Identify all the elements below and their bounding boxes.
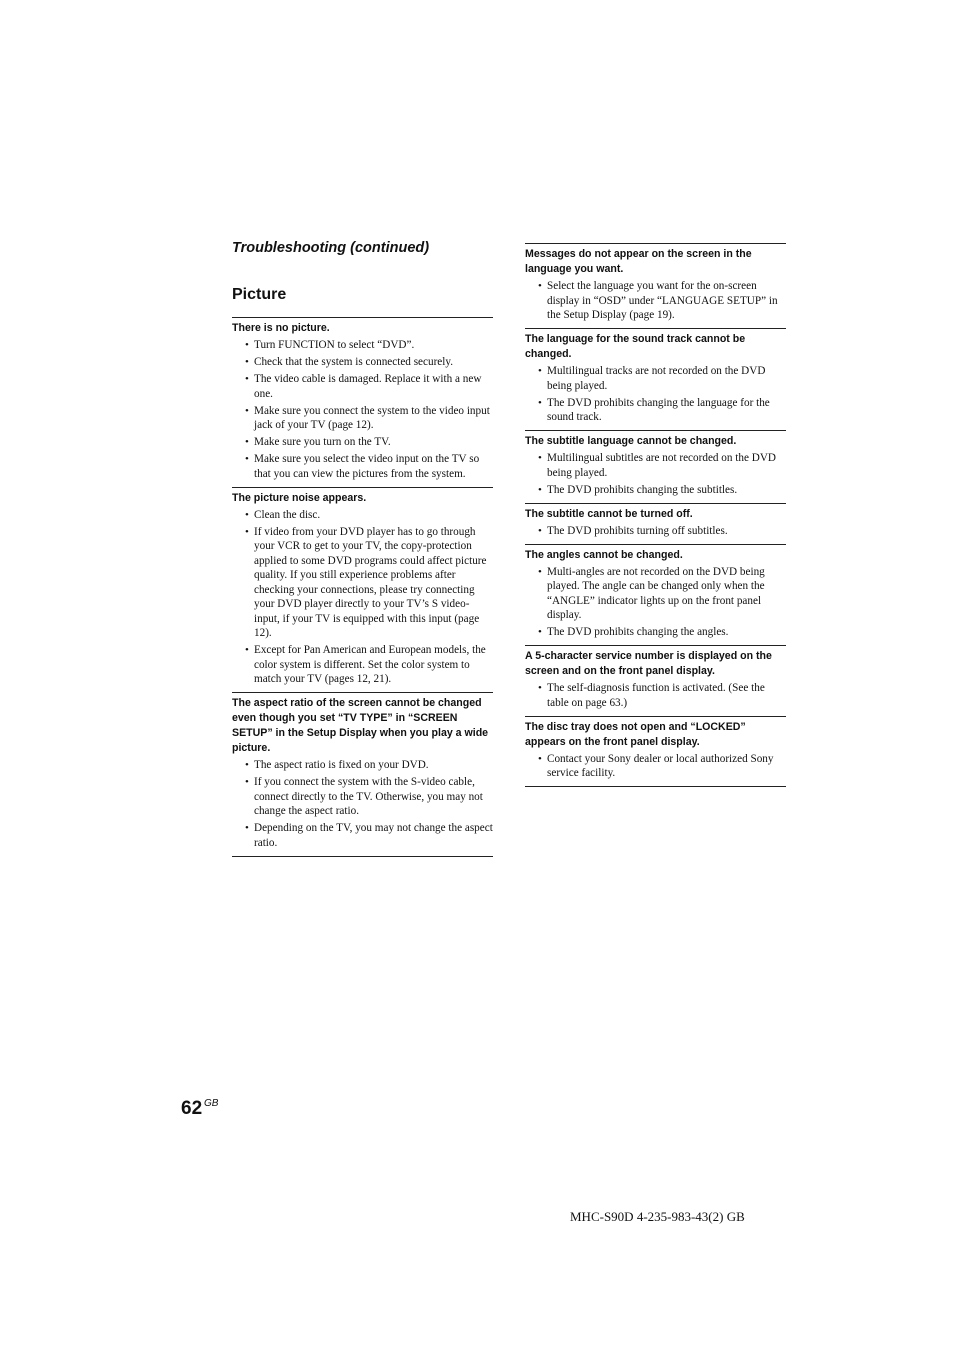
- list-item: • The DVD prohibits changing the language for the sound track.: [525, 396, 786, 425]
- entry-list: [525, 681, 786, 710]
- list-item: • Depending on the TV, you may not change the aspect ratio.: [232, 821, 493, 850]
- entry-title: The language for the sound track cannot be changed.: [525, 333, 746, 360]
- list-item: • Multilingual tracks are not recorded on the DVD being played.: [525, 364, 786, 393]
- entry-list: [525, 752, 786, 781]
- page-number: 62: [181, 1098, 203, 1119]
- page-suffix: GB: [204, 1098, 219, 1109]
- list-item: • The DVD prohibits changing the subtitles.: [525, 483, 786, 498]
- list-item: • Multi-angles are not recorded on the DVD being played. The angle can be changed only when the “ANGLE” indicator lights up on the front panel display.: [525, 565, 786, 623]
- troubleshooting-entry: [525, 503, 786, 544]
- troubleshooting-entry: [525, 716, 786, 788]
- entry-list: [525, 279, 786, 323]
- entry-title: Messages do not appear on the screen in the language you want.: [525, 248, 752, 275]
- list-item: • The DVD prohibits changing the angles.: [525, 625, 786, 640]
- troubleshooting-entry: [525, 328, 786, 430]
- entry-title: The disc tray does not open and “LOCKED” appears on the front panel display.: [525, 720, 746, 748]
- list-item: • The self-diagnosis function is activated. (See the table on page 63.): [525, 681, 786, 710]
- list-item: • If video from your DVD player has to go through your VCR to get to your TV, the copy-protection applied to some DVD programs could affect picture quality. If you still experience problems after checking your connections, please try connecting your DVD player directly to your TV’s S video-input, if your TV is equipped with this input (page 12).: [232, 525, 493, 641]
- right-column: [525, 243, 786, 787]
- list-item: • Clean the disc.: [232, 508, 493, 523]
- list-item: • If you connect the system with the S-video cable, connect directly to the TV. Otherwise, you may not change the aspect ratio.: [232, 775, 493, 819]
- list-item: • Make sure you turn on the TV.: [232, 435, 493, 450]
- entry-title: The subtitle language cannot be changed.: [525, 435, 737, 447]
- entry-title: There is no picture.: [232, 322, 330, 334]
- entry-list: [232, 508, 493, 687]
- list-item: • The DVD prohibits turning off subtitles.: [525, 524, 786, 539]
- entry-list: [525, 524, 786, 539]
- list-item: • The aspect ratio is fixed on your DVD.: [232, 758, 493, 773]
- section-title: Picture: [232, 286, 287, 303]
- entry-list: [525, 565, 786, 640]
- troubleshooting-entry: [525, 544, 786, 646]
- entry-title: The angles cannot be changed.: [525, 548, 683, 561]
- entry-title: The aspect ratio of the screen cannot be changed even though you set “TV TYPE” in “SCREEN SETUP” in the Setup Display when you play a wide picture.: [232, 697, 489, 754]
- troubleshooting-entry: [232, 487, 493, 693]
- troubleshooting-entry: [232, 692, 493, 857]
- list-item: • Select the language you want for the on-screen display in “OSD” under “LANGUAGE SETUP” in the Setup Display (page 19).: [525, 279, 786, 323]
- entry-list: [525, 364, 786, 425]
- troubleshooting-entry: [525, 243, 786, 328]
- entry-title: The subtitle cannot be turned off.: [525, 507, 693, 520]
- entry-list: [525, 451, 786, 497]
- list-item: • Turn FUNCTION to select “DVD”.: [232, 338, 493, 353]
- list-item: • Contact your Sony dealer or local authorized Sony service facility.: [525, 752, 786, 781]
- left-column: [232, 317, 493, 857]
- running-head: Troubleshooting (continued): [232, 240, 430, 256]
- list-item: • Check that the system is connected securely.: [232, 355, 493, 370]
- list-item: • Except for Pan American and European models, the color system is different. Set the color system to match your TV (pages 12, 21).: [232, 643, 493, 687]
- entry-title: The picture noise appears.: [232, 491, 367, 504]
- entry-title: A 5-character service number is displayed on the screen and on the front panel display.: [525, 650, 772, 677]
- entry-list: [232, 758, 493, 850]
- troubleshooting-entry: [525, 430, 786, 503]
- entry-list: [232, 338, 493, 481]
- list-item: • The video cable is damaged. Replace it with a new one.: [232, 372, 493, 401]
- model-code: MHC-S90D 4-235-983-43(2) GB: [570, 1209, 745, 1224]
- list-item: • Make sure you connect the system to the video input jack of your TV (page 12).: [232, 404, 493, 433]
- list-item: • Multilingual subtitles are not recorded on the DVD being played.: [525, 451, 786, 480]
- troubleshooting-entry: [232, 317, 493, 487]
- troubleshooting-entry: [525, 645, 786, 716]
- list-item: • Make sure you select the video input on the TV so that you can view the pictures from the system.: [232, 452, 493, 481]
